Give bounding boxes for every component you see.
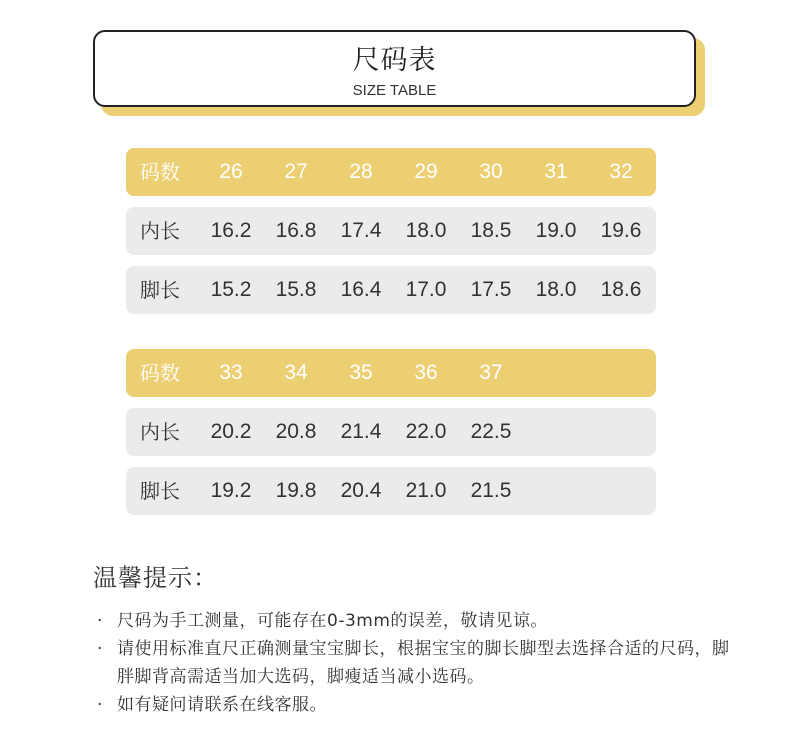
foot-length-row: [126, 266, 656, 314]
size-cell: 34: [284, 361, 308, 384]
size-table-title: [93, 30, 705, 116]
bullet-dot: ·: [97, 639, 103, 659]
inner-length-cell: 17.4: [340, 219, 382, 242]
inner-length-cell: 18.0: [405, 219, 447, 242]
title-box: [93, 30, 696, 107]
size-cell: 35: [349, 361, 373, 384]
row-label: 码数: [140, 160, 180, 184]
inner-length-cell: 20.2: [210, 420, 252, 443]
foot-length-cell: 18.0: [535, 278, 577, 301]
page-subtitle: SIZE TABLE: [352, 82, 437, 99]
inner-length-cell: 20.8: [275, 420, 317, 443]
foot-length-cell: 21.0: [405, 479, 447, 502]
tip-text: 尺码为手工测量，可能存在0-3mm的误差，敬请见谅。: [117, 611, 548, 631]
tip-item: [95, 691, 735, 719]
inner-length-cell: 19.6: [600, 219, 642, 242]
size-cell: 37: [479, 361, 503, 384]
foot-length-cell: 20.4: [340, 479, 382, 502]
inner-length-cell: 16.8: [275, 219, 317, 242]
bullet-dot: ·: [97, 695, 103, 715]
size-cell: 26: [219, 160, 243, 183]
size-cell: 27: [284, 160, 308, 183]
size-row-header: [126, 349, 656, 397]
inner-length-cell: 22.5: [470, 420, 512, 443]
inner-length-cell: 18.5: [470, 219, 512, 242]
foot-length-cell: 21.5: [470, 479, 512, 502]
tip-item: [95, 607, 735, 635]
size-cell: 36: [414, 361, 438, 384]
size-cell: 31: [544, 160, 568, 183]
tips-heading: 温馨提示：: [93, 564, 218, 592]
foot-length-cell: 15.8: [275, 278, 317, 301]
size-table-1: [126, 148, 656, 325]
size-row-header: [126, 148, 656, 196]
inner-length-row: [126, 207, 656, 255]
row-label: 码数: [140, 361, 180, 385]
size-cell: 30: [479, 160, 503, 183]
foot-length-row: [126, 467, 656, 515]
inner-length-cell: 19.0: [535, 219, 577, 242]
size-cell: 28: [349, 160, 373, 183]
inner-length-row: [126, 408, 656, 456]
tip-text: 请使用标准直尺正确测量宝宝脚长，根据宝宝的脚长脚型去选择合适的尺码，脚胖脚背高需适当加大选码，脚瘦适当减小选码。: [117, 639, 730, 687]
size-cell: 33: [219, 361, 243, 384]
foot-length-cell: 15.2: [210, 278, 252, 301]
foot-length-cell: 19.8: [275, 479, 317, 502]
inner-length-cell: 16.2: [210, 219, 252, 242]
row-label: 脚长: [140, 479, 180, 503]
foot-length-cell: 19.2: [210, 479, 252, 502]
foot-length-cell: 17.5: [470, 278, 512, 301]
row-label: 内长: [140, 219, 180, 243]
foot-length-cell: 16.4: [340, 278, 382, 301]
inner-length-cell: 21.4: [340, 420, 382, 443]
tips-list: [95, 607, 735, 719]
size-table-2: [126, 349, 656, 526]
row-label: 脚长: [140, 278, 180, 302]
inner-length-cell: 22.0: [405, 420, 447, 443]
tip-item: [95, 635, 735, 691]
foot-length-cell: 17.0: [405, 278, 447, 301]
foot-length-cell: 18.6: [600, 278, 642, 301]
bullet-dot: ·: [97, 611, 103, 631]
page-title: 尺码表: [352, 45, 437, 76]
row-label: 内长: [140, 420, 180, 444]
size-cell: 32: [609, 160, 633, 183]
tip-text: 如有疑问请联系在线客服。: [117, 695, 327, 715]
size-cell: 29: [414, 160, 438, 183]
